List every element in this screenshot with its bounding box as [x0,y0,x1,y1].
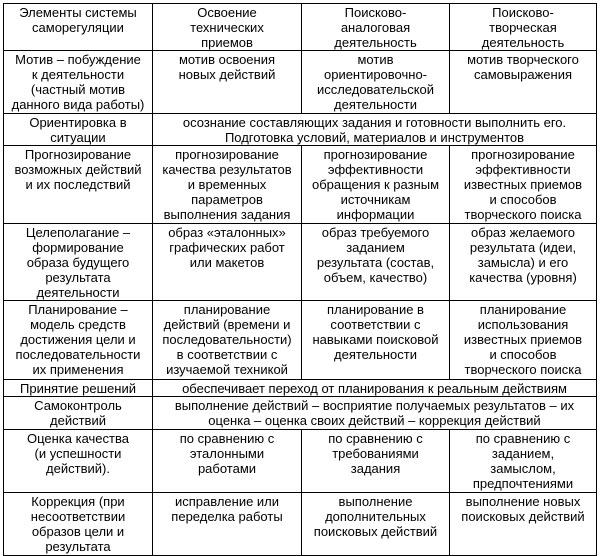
row-label: Принятие решений [4,380,153,397]
table-cell: прогнозирование эффективности известных приемов и способов творческого поиска [450,146,597,224]
header-cell-elements: Элементы системы саморегуляции [4,4,153,51]
table-cell: мотив освоения новых действий [153,51,302,114]
table-cell: по сравнению с заданием, замыслом, предпочтениями [450,430,597,493]
table-row-evaluation [4,430,597,493]
header-cell-analog-search: Поисково- аналоговая деятельность [302,4,450,51]
header-cell-creative-search: Поисково- творческая деятельность [450,4,597,51]
table-cell: планирование действий (времени и последовательности) в соответствии с изучаемой техникой [153,301,302,380]
row-label: Мотив – побуждение к деятельности (частный мотив данного вида работы) [4,51,153,114]
table-cell: планирование в соответствии с навыками поисковой деятельности [302,301,450,380]
header-row [4,4,597,51]
table-cell: по сравнению с эталонными работами [153,430,302,493]
table-cell: исправление или переделка работы [153,493,302,556]
table-cell: мотив творческого самовыражения [450,51,597,114]
merged-cell: осознание составляющих задания и готовности выполнить его. Подготовка условий, материалов и инструментов [153,114,597,146]
table-cell: образ «эталонных» графических работ или макетов [153,224,302,301]
table-cell: выполнение дополнительных поисковых действий [302,493,450,556]
table-row-self-control [4,397,597,430]
row-label: Оценка качества (и успешности действий). [4,430,153,493]
merged-cell: обеспечивает переход от планирования к реальным действиям [153,380,597,397]
table-cell: образ желаемого результата (идеи, замысла) и его качества (уровня) [450,224,597,301]
table-cell: планирование использования известных приемов и способов творческого поиска [450,301,597,380]
table-row-planning [4,301,597,380]
merged-cell: выполнение действий – восприятие получаемых результатов – их оценка – оценка своих действий – коррекция действий [153,397,597,430]
table-cell: выполнение новых поисковых действий [450,493,597,556]
header-cell-technical: Освоение технических приемов [153,4,302,51]
row-label: Планирование – модель средств достижения цели и последовательности их применения [4,301,153,380]
table-row-motive [4,51,597,114]
table-row-goal-setting [4,224,597,301]
table-row-orientation [4,114,597,146]
row-label: Коррекция (при несоответствии образов цели и результата [4,493,153,556]
row-label: Прогнозирование возможных действий и их последствий [4,146,153,224]
table-row-correction [4,493,597,556]
table-row-forecasting [4,146,597,224]
row-label: Самоконтроль действий [4,397,153,430]
table-cell: образ требуемого заданием результата (состав, объем, качество) [302,224,450,301]
table-cell: по сравнению с требованиями задания [302,430,450,493]
table-cell: мотив ориентировочно- исследовательской деятельности [302,51,450,114]
table-cell: прогнозирование эффективности обращения к разным источникам информации [302,146,450,224]
row-label: Ориентировка в ситуации [4,114,153,146]
table-cell: прогнозирование качества результатов и временных параметров выполнения задания [153,146,302,224]
self-regulation-table [3,3,597,556]
row-label: Целеполагание – формирование образа будущего результата деятельности [4,224,153,301]
table-row-decision [4,380,597,397]
